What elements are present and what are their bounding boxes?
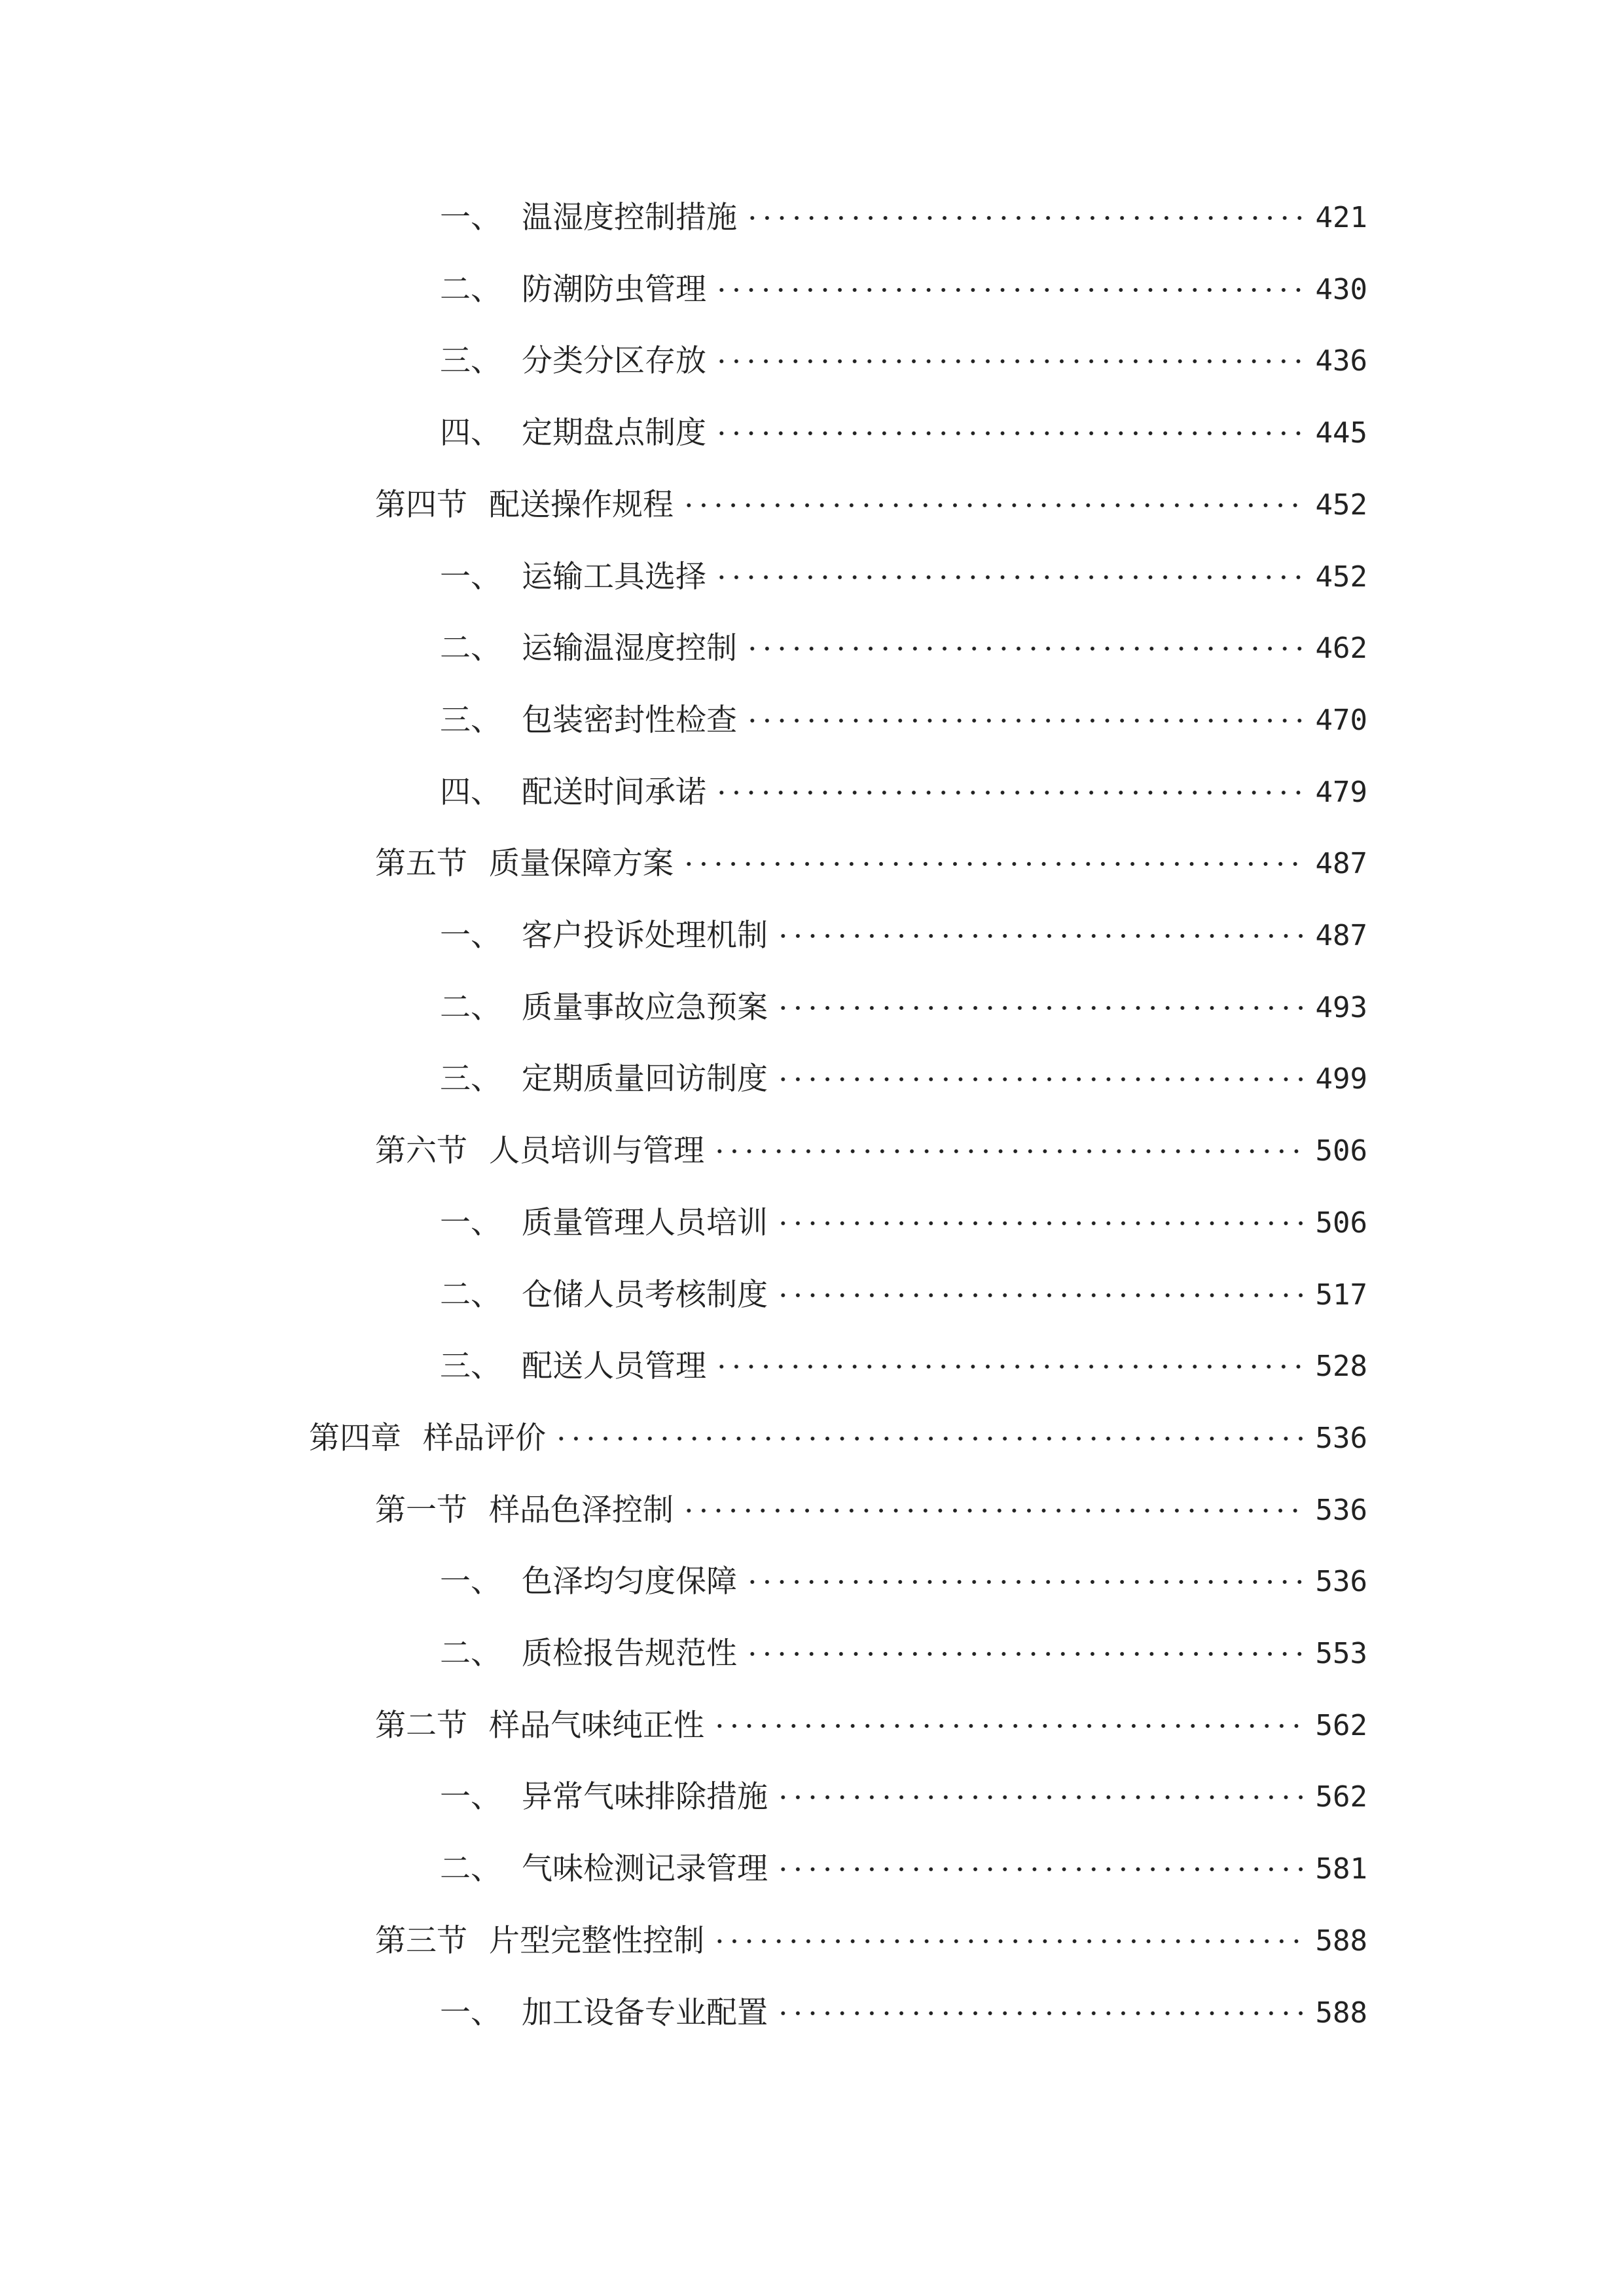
- toc-dot-leader: [554, 1434, 1304, 1443]
- toc-dot-leader: [681, 1506, 1304, 1515]
- toc-entry-number: 二、: [440, 271, 501, 308]
- toc-entry-number: 四、: [440, 415, 501, 452]
- toc-dot-leader: [712, 1147, 1304, 1156]
- toc-entry-page-number: 588: [1315, 1996, 1367, 2030]
- toc-dot-leader: [714, 1362, 1304, 1371]
- toc-entry-page-number: 588: [1315, 1924, 1367, 1958]
- toc-entry-page-number: 506: [1315, 1134, 1367, 1168]
- toc-entry-title: 配送人员管理: [522, 1348, 706, 1385]
- toc-entry[interactable]: [440, 982, 1367, 1034]
- toc-entry[interactable]: [440, 1053, 1367, 1105]
- toc-entry-page-number: 452: [1315, 488, 1367, 522]
- toc-entry-title: 样品气味纯正性: [489, 1707, 704, 1744]
- toc-entry-page-number: 562: [1315, 1708, 1367, 1742]
- toc-entry[interactable]: [440, 1340, 1367, 1393]
- toc-entry-title: 运输温湿度控制: [522, 630, 737, 667]
- toc-entry-page-number: 581: [1315, 1852, 1367, 1886]
- toc-dot-leader: [776, 1291, 1304, 1300]
- toc-entry-page-number: 445: [1315, 416, 1367, 450]
- toc-entry-title: 质量保障方案: [489, 846, 674, 882]
- toc-entry-page-number: 536: [1315, 1421, 1367, 1455]
- toc-entry-number: 第四节: [375, 486, 467, 523]
- toc-dot-leader: [714, 573, 1304, 582]
- toc-entry-page-number: 487: [1315, 847, 1367, 881]
- toc-entry-number: 第三节: [375, 1922, 467, 1959]
- toc-entry[interactable]: [440, 694, 1367, 747]
- toc-entry-title: 仓储人员考核制度: [522, 1276, 768, 1313]
- toc-entry-title: 定期质量回访制度: [522, 1061, 768, 1098]
- toc-entry[interactable]: [440, 1197, 1367, 1249]
- toc-entry-number: 四、: [440, 774, 501, 810]
- toc-dot-leader: [745, 213, 1304, 223]
- toc-entry-number: 第六节: [375, 1133, 467, 1170]
- toc-entry-number: 一、: [440, 918, 501, 954]
- toc-entry-title: 片型完整性控制: [489, 1922, 704, 1959]
- toc-entry-page-number: 487: [1315, 919, 1367, 952]
- toc-entry[interactable]: [440, 551, 1367, 603]
- toc-entry-page-number: 536: [1315, 1493, 1367, 1527]
- toc-entry[interactable]: [440, 1771, 1367, 1823]
- toc-entry[interactable]: [440, 1628, 1367, 1680]
- toc-dot-leader: [776, 1793, 1304, 1802]
- toc-entry-page-number: 479: [1315, 775, 1367, 809]
- toc-entry-number: 第二节: [375, 1707, 467, 1744]
- toc-entry[interactable]: [375, 479, 1367, 531]
- toc-dot-leader: [681, 859, 1304, 869]
- toc-entry-title: 运输工具选择: [522, 558, 706, 595]
- toc-entry[interactable]: [440, 622, 1367, 675]
- toc-entry[interactable]: [375, 1125, 1367, 1177]
- toc-entry[interactable]: [440, 264, 1367, 316]
- toc-entry[interactable]: [375, 838, 1367, 890]
- toc-entry[interactable]: [375, 1915, 1367, 1967]
- toc-entry[interactable]: [440, 192, 1367, 244]
- toc-entry-number: 一、: [440, 558, 501, 595]
- toc-entry-page-number: 470: [1315, 703, 1367, 737]
- toc-entry-number: 三、: [440, 702, 501, 738]
- toc-entry-title: 异常气味排除措施: [522, 1779, 768, 1816]
- toc-entry[interactable]: [440, 1269, 1367, 1321]
- toc-dot-leader: [776, 1075, 1304, 1084]
- toc-entry-title: 质检报告规范性: [522, 1636, 737, 1672]
- toc-entry-number: 第一节: [375, 1492, 467, 1528]
- toc-entry-number: 一、: [440, 200, 501, 236]
- toc-entry[interactable]: [440, 1987, 1367, 2039]
- toc-entry-number: 三、: [440, 1348, 501, 1385]
- toc-entry[interactable]: [440, 335, 1367, 387]
- toc-entry-page-number: 528: [1315, 1350, 1367, 1384]
- toc-entry-title: 样品评价: [423, 1420, 546, 1456]
- toc-entry-page-number: 430: [1315, 272, 1367, 306]
- toc-entry-title: 配送操作规程: [489, 486, 674, 523]
- toc-dot-leader: [745, 1649, 1304, 1659]
- toc-entry-page-number: 462: [1315, 632, 1367, 666]
- toc-entry[interactable]: [440, 1843, 1367, 1895]
- toc-entry-title: 分类分区存放: [522, 343, 706, 380]
- toc-dot-leader: [712, 1721, 1304, 1731]
- toc-entry[interactable]: [440, 1556, 1367, 1608]
- toc-entry-number: 二、: [440, 630, 501, 667]
- toc-dot-leader: [745, 644, 1304, 653]
- toc-entry-page-number: 536: [1315, 1565, 1367, 1599]
- toc-dot-leader: [776, 2009, 1304, 2018]
- toc-entry-title: 包装密封性检查: [522, 702, 737, 738]
- toc-dot-leader: [714, 788, 1304, 797]
- toc-entry-page-number: 562: [1315, 1780, 1367, 1814]
- toc-entry[interactable]: [375, 1700, 1367, 1752]
- toc-entry-title: 防潮防虫管理: [522, 271, 706, 308]
- toc-entry[interactable]: [375, 1484, 1367, 1537]
- toc-dot-leader: [681, 501, 1304, 510]
- toc-entry-number: 三、: [440, 343, 501, 380]
- toc-entry-title: 样品色泽控制: [489, 1492, 674, 1528]
- toc-entry-number: 第四章: [309, 1420, 401, 1456]
- toc-entry-number: 三、: [440, 1061, 501, 1098]
- toc-entry[interactable]: [309, 1412, 1367, 1465]
- toc-entry-number: 一、: [440, 1994, 501, 2031]
- toc-entry-page-number: 499: [1315, 1062, 1367, 1096]
- toc-entry-page-number: 436: [1315, 344, 1367, 378]
- toc-entry-title: 客户投诉处理机制: [522, 918, 768, 954]
- toc-entry-number: 一、: [440, 1564, 501, 1600]
- toc-entry-title: 配送时间承诺: [522, 774, 706, 810]
- toc-entry[interactable]: [440, 910, 1367, 962]
- toc-entry-title: 温湿度控制措施: [522, 200, 737, 236]
- toc-entry-page-number: 421: [1315, 201, 1367, 234]
- toc-entry-number: 二、: [440, 1276, 501, 1313]
- toc-entry-page-number: 493: [1315, 990, 1367, 1024]
- toc-entry-page-number: 553: [1315, 1637, 1367, 1670]
- toc-entry-number: 二、: [440, 989, 501, 1026]
- toc-entry-page-number: 517: [1315, 1278, 1367, 1312]
- toc-entry[interactable]: [440, 766, 1367, 819]
- toc-dot-leader: [714, 429, 1304, 438]
- toc-dot-leader: [776, 1003, 1304, 1013]
- toc-entry-title: 加工设备专业配置: [522, 1994, 768, 2031]
- toc-entry-number: 第五节: [375, 846, 467, 882]
- toc-dot-leader: [776, 1865, 1304, 1874]
- toc-entry-title: 气味检测记录管理: [522, 1851, 768, 1888]
- toc-entry-title: 定期盘点制度: [522, 415, 706, 452]
- toc-entry-number: 二、: [440, 1636, 501, 1672]
- toc-dot-leader: [714, 285, 1304, 295]
- toc-dot-leader: [745, 716, 1304, 725]
- toc-entry-number: 一、: [440, 1779, 501, 1816]
- toc-entry-title: 人员培训与管理: [489, 1133, 704, 1170]
- toc-entry-title: 质量事故应急预案: [522, 989, 768, 1026]
- toc-dot-leader: [776, 1219, 1304, 1228]
- toc-entry[interactable]: [440, 407, 1367, 459]
- toc-entry-number: 二、: [440, 1851, 501, 1888]
- toc-dot-leader: [776, 931, 1304, 941]
- toc-entry-number: 一、: [440, 1204, 501, 1241]
- toc-dot-leader: [712, 1937, 1304, 1946]
- toc-dot-leader: [714, 357, 1304, 366]
- toc-entry-title: 色泽均匀度保障: [522, 1564, 737, 1600]
- toc-entry-title: 质量管理人员培训: [522, 1204, 768, 1241]
- toc-entry-page-number: 506: [1315, 1206, 1367, 1240]
- toc-dot-leader: [745, 1577, 1304, 1587]
- toc-entry-page-number: 452: [1315, 560, 1367, 594]
